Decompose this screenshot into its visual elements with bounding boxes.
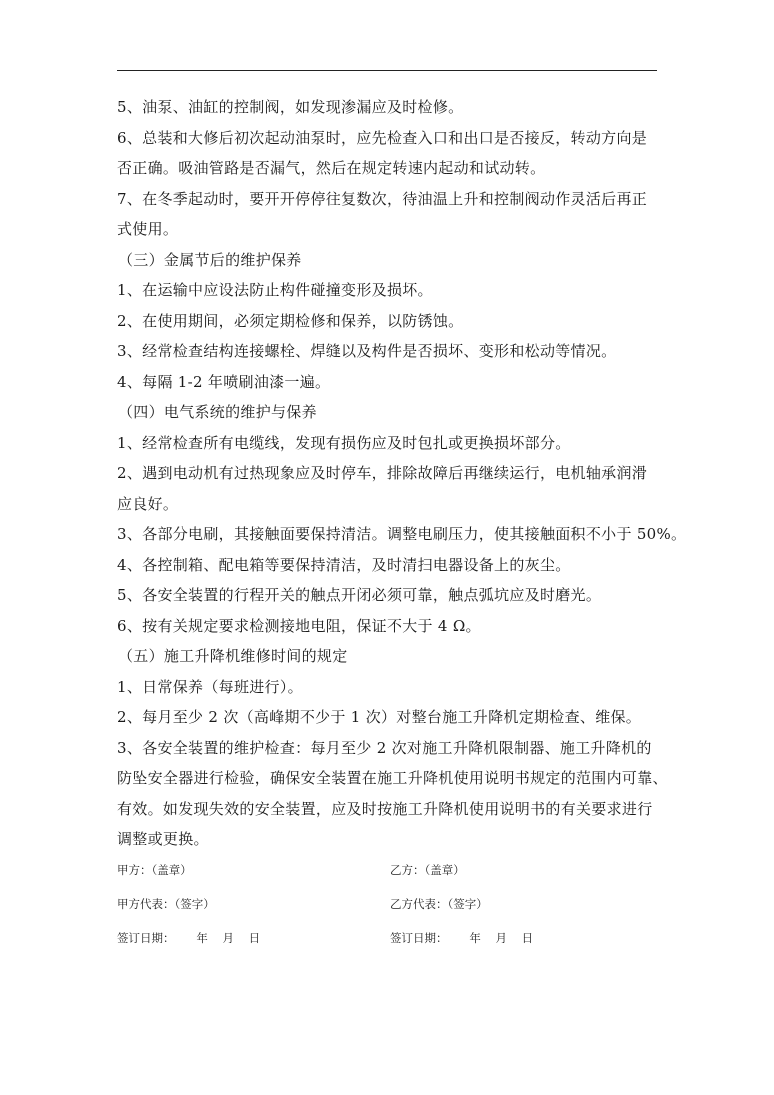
body-line: 有效。如发现失效的安全装置，应及时按施工升降机使用说明书的有关要求进行: [117, 799, 653, 818]
document-body: [117, 92, 687, 855]
body-line: 5、各安全装置的行程开关的触点开闭必须可靠，触点弧坑应及时磨光。: [117, 586, 602, 604]
body-line: 防坠安全器进行检验，确保安全装置在施工升降机使用说明书规定的范围内可靠、: [117, 769, 668, 787]
party-a-sign-date: 签订日期： 年 月 日: [117, 931, 261, 945]
body-line: 2、遇到电动机有过热现象应及时停车，排除故障后再继续运行，电机轴承润滑: [117, 464, 648, 482]
body-line: 5、油泵、油缸的控制阀，如发现渗漏应及时检修。: [117, 98, 464, 116]
body-line: 2、每月至少 2 次（高峰期不少于 1 次）对整台施工升降机定期检查、维保。: [117, 708, 642, 726]
body-line: 2、在使用期间，必须定期检修和保养，以防锈蚀。: [117, 311, 464, 330]
body-line: 4、各控制箱、配电箱等要保持清洁，及时清扫电器设备上的灰尘。: [117, 555, 571, 574]
section-heading: （五）施工升降机维修时间的规定: [118, 647, 348, 665]
header-rule: [117, 70, 657, 71]
body-line: 否正确。吸油管路是否漏气，然后在规定转速内起动和试动转。: [117, 159, 546, 177]
signature-row-seal: [117, 862, 662, 882]
party-b-representative: 乙方代表：（签字）: [390, 897, 488, 911]
party-b-seal: 乙方：（盖章）: [390, 863, 465, 877]
body-line: 7、在冬季起动时，要开开停停往复数次，待油温上升和控制阀动作灵活后再正: [117, 189, 648, 208]
party-a-representative: 甲方代表：（签字）: [117, 897, 215, 911]
signature-row-representative: [117, 896, 662, 916]
body-line: 1、在运输中应设法防止构件碰撞变形及损坏。: [117, 281, 433, 299]
body-line: 3、各安全装置的维护检查：每月至少 2 次对施工升降机限制器、施工升降机的: [117, 738, 652, 757]
body-line: 调整或更换。: [117, 830, 209, 848]
party-a-seal: 甲方：（盖章）: [117, 863, 192, 877]
body-line: 3、各部分电刷，其接触面要保持清洁。调整电刷压力，使其接触面积不小于 50%。: [117, 525, 687, 543]
body-line: 6、总装和大修后初次起动油泵时，应先检查入口和出口是否接反，转动方向是: [117, 128, 648, 147]
body-line: 4、每隔 1-2 年喷刷油漆一遍。: [117, 372, 331, 391]
signature-row-date: [117, 930, 662, 950]
body-line: 1、经常检查所有电缆线，发现有损伤应及时包扎或更换损坏部分。: [117, 433, 571, 452]
body-line: 3、经常检查结构连接螺栓、焊缝以及构件是否损坏、变形和松动等情况。: [117, 342, 617, 360]
section-heading: （三）金属节后的维护保养: [118, 250, 302, 269]
body-line: 6、按有关规定要求检测接地电阻，保证不大于 4 Ω。: [117, 616, 481, 635]
body-line: 式使用。: [117, 220, 179, 238]
body-line: 应良好。: [117, 494, 179, 513]
body-line: 1、日常保养（每班进行）。: [117, 677, 303, 696]
party-b-sign-date: 签订日期： 年 月 日: [390, 931, 534, 945]
section-heading: （四）电气系统的维护与保养: [118, 403, 317, 421]
